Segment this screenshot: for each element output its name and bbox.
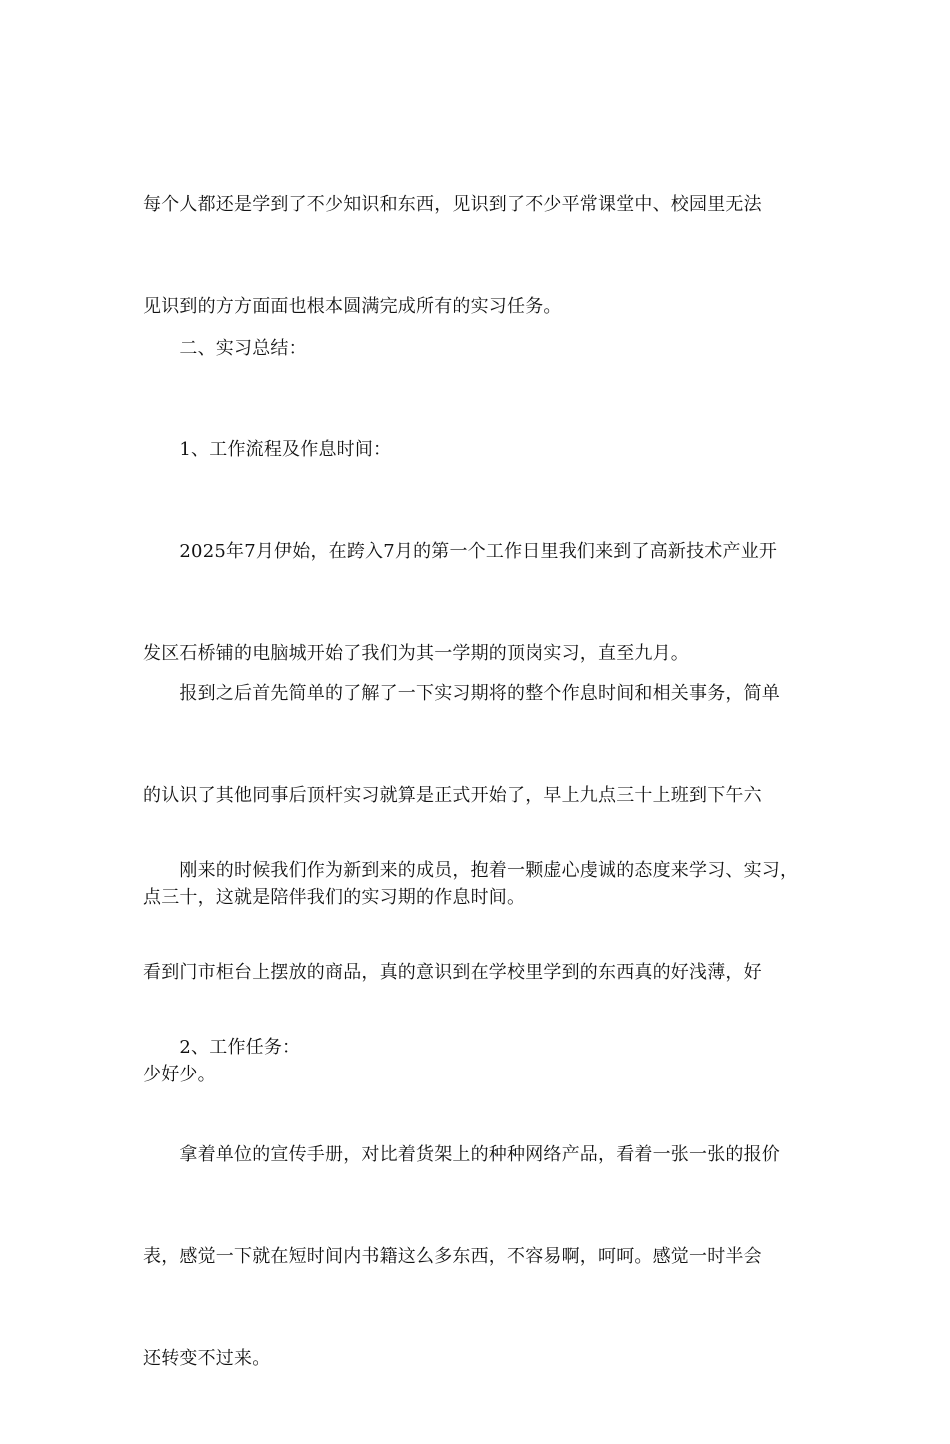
- text-line: 还转变不过来。: [143, 1348, 271, 1369]
- text-line: 发区石桥铺的电脑城开始了我们为其一学期的顶岗实习，直至九月。: [143, 643, 689, 664]
- text-line: 拿着单位的宣传手册，对比着货架上的种种网络产品，看着一张一张的报价: [143, 1144, 780, 1165]
- text-line: 2025年7月伊始，在跨入7月的第一个工作日里我们来到了高新技术产业开: [143, 541, 778, 562]
- text-line: 点三十，这就是陪伴我们的实习期的作息时间。: [143, 887, 526, 908]
- subsection-heading: 1、工作流程及作息时间：: [143, 439, 392, 460]
- text-line: 报到之后首先简单的了解了一下实习期将的整个作息时间和相关事务，简单: [143, 683, 780, 704]
- subsection-heading: 2、工作任务：: [143, 1037, 301, 1058]
- text-line: 的认识了其他同事后顶杆实习就算是正式开始了，早上九点三十上班到下午六: [143, 785, 762, 806]
- text-line: 看到门市柜台上摆放的商品，真的意识到在学校里学到的东西真的好浅薄，好: [143, 962, 762, 983]
- text-line: 每个人都还是学到了不少知识和东西，见识到了不少平常课堂中、校园里无法: [143, 194, 762, 215]
- text-line: 表，感觉一下就在短时间内书籍这么多东西，不容易啊，呵呵。感觉一时半会: [143, 1246, 762, 1267]
- section-heading: 二、实习总结：: [143, 338, 307, 359]
- text-line: 刚来的时候我们作为新到来的成员，抱着一颗虚心虔诚的态度来学习、实习，: [143, 860, 799, 881]
- text-line: 见识到的方方面面也根本圆满完成所有的实习任务。: [143, 296, 562, 317]
- text-line: 少好少。: [143, 1064, 216, 1085]
- paragraph-tasks: [143, 1070, 813, 1444]
